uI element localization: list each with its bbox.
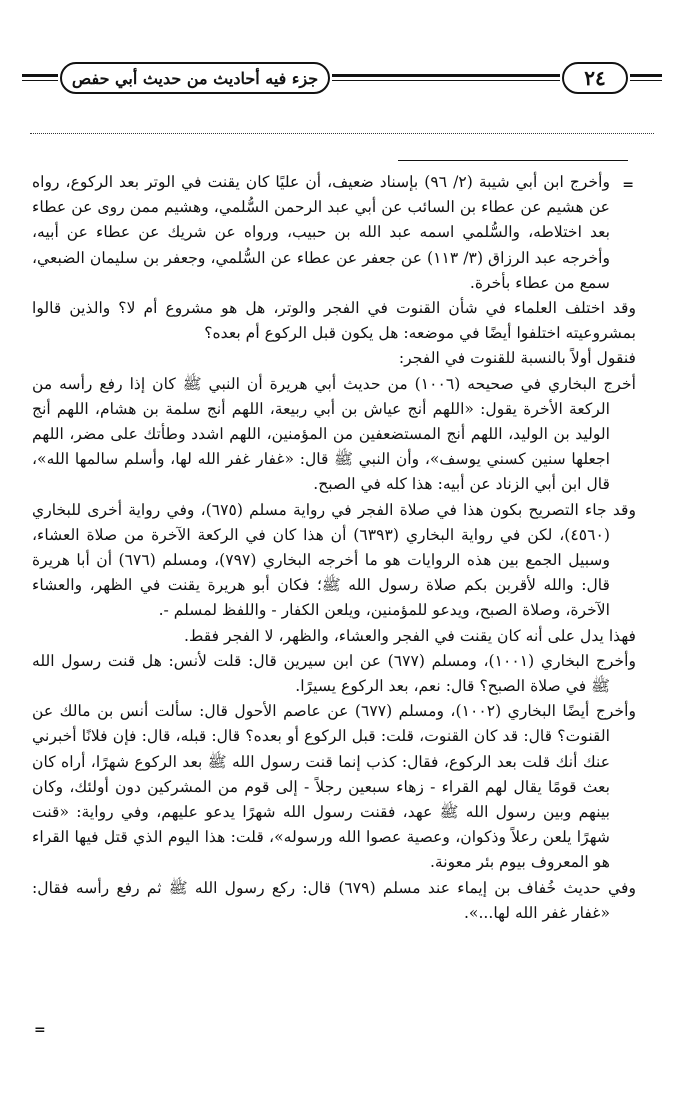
header-rule-middle-thin bbox=[332, 80, 560, 81]
paragraph-khufaf: وفي حديث خُفاف بن إيماء عند مسلم (٦٧٩) قال: ركع رسول الله ﷺ ثم رفع رأسه فقال: «غفار غفر الله لها...». bbox=[32, 878, 636, 922]
paragraph-fajr-intro: فنقول أولاً بالنسبة للقنوت في الفجر: bbox=[398, 349, 636, 368]
book-title: جزء فيه أحاديث من حديث أبي حفص bbox=[60, 62, 330, 94]
paragraph-muslim-675: وقد جاء التصريح بكون هذا في صلاة الفجر في رواية مسلم (٦٧٥)، وفي رواية أخرى للبخاري (٤٥٦٠)، لكن في رواية البخاري (٦٣٩٣) أن هذا كان في الركعة الآخرة من صلاة العشاء، وسبيل الجمع بين هذه الروايات هو ما أخرجه البخاري (٧٩٧)، ومسلم (٦٧٦) أن أبا هريرة قال: والله لأقربن بكم صلاة رسول الله ﷺ؛ فكان أبو هريرة يقنت في الظهر، والعشاء الآخرة، وصلاة الصبح، ويدعو للمؤمنين، ويلعن الكفار - واللفظ لمسلم -. bbox=[32, 500, 636, 620]
paragraph-bukhari-1001: وأخرج البخاري (١٠٠١)، ومسلم (٦٧٧) عن ابن سيرين قال: قلت لأنس: هل قنت رسول الله ﷺ في صلاة الصبح؟ قال: نعم، بعد الركوع يسيرًا. bbox=[32, 651, 637, 696]
header-rule-left bbox=[22, 74, 58, 77]
header-rule-left-thin bbox=[22, 80, 58, 81]
footnote-separator bbox=[398, 160, 628, 161]
paragraph-conclusion: فهذا يدل على أنه كان يقنت في الفجر والعشاء، والظهر، لا الفجر فقط. bbox=[184, 626, 636, 645]
paragraph-ibn-abi-shaybah: وأخرج ابن أبي شيبة (٢/ ٩٦) بإسناد ضعيف، أن عليًا كان يقنت في الوتر بعد الركوع، رواه عن هشيم عن عطاء بن السائب عن أبي عبد الرحمن السُّلمي، وهشيم ممن روى عن عطاء بعد اختلاطه، والسُّلمي اسمه عبد الله بن حبيب، ورواه عن شريك عن عطاء عن أبيه، وأخرجه عبد الرزاق (٣/ ١١٣) عن جعفر عن عطاء عن السُّلمي، وجعفر بن سليمان الضبعي، سمع من عطاء بأخرة. bbox=[32, 173, 610, 292]
page-number: ٢٤ bbox=[562, 62, 628, 94]
header-rule-right-thin bbox=[630, 80, 662, 81]
continuation-marker-bottom: = bbox=[34, 1022, 46, 1038]
header-rule-middle bbox=[332, 74, 560, 77]
page-header bbox=[22, 60, 662, 100]
continuation-marker-top: = bbox=[622, 177, 634, 193]
paragraph-qunut-dispute: وقد اختلف العلماء في شأن القنوت في الفجر والوتر، هل هو مشروع أم لا؟ والذين قالوا بمشروعيته اختلفوا أيضًا في موضعه: هل يكون قبل الركوع أم بعده؟ bbox=[32, 299, 636, 343]
paragraph-bukhari-1006: أخرج البخاري في صحيحه (١٠٠٦) من حديث أبي هريرة أن النبي ﷺ كان إذا رفع رأسه من الركعة الأخرة يقول: «اللهم أنج عياش بن أبي ربيعة، اللهم أنج سلمة بن هشام، اللهم أنج الوليد بن الوليد، اللهم أنج المستضعفين من المؤمنين، اللهم اشدد وطأتك على مضر، اللهم اجعلها سنين كسني يوسف»، وأن النبي ﷺ قال: «غفار غفر الله لها، وأسلم سالمها الله»، قال ابن أبي الزناد عن أبيه: هذا كله في الصبح. bbox=[32, 374, 636, 494]
page-body bbox=[32, 170, 636, 1080]
header-rule-right bbox=[630, 74, 662, 77]
paragraph-bukhari-1002: وأخرج أيضًا البخاري (١٠٠٢)، ومسلم (٦٧٧) عن عاصم الأحول قال: سألت أنس بن مالك عن القنوت؟ قال: قد كان القنوت، قلت: قبل الركوع أو بعده؟ قال: قبله، قال: فإن فلانًا أخبرني عنك أنك قلت بعد الركوع، فقال: كذب إنما قنت رسول الله ﷺ بعد الركوع شهرًا، أراه كان بعث قومًا يقال لهم القراء - زهاء سبعين رجلاً - إلى قوم من المشركين دون أولئك، وكان بينهم وبين رسول الله ﷺ عهد، فقنت رسول الله شهرًا يدعو عليهم، وفي رواية: «قنت شهرًا يلعن رعلاً وذكوان، وعصية عصوا الله ورسوله»، قلت: هذا اليوم الذي قتل فيها القراء هو المعروف بيوم بئر معونة. bbox=[32, 702, 637, 872]
header-dotted-divider bbox=[30, 133, 654, 134]
